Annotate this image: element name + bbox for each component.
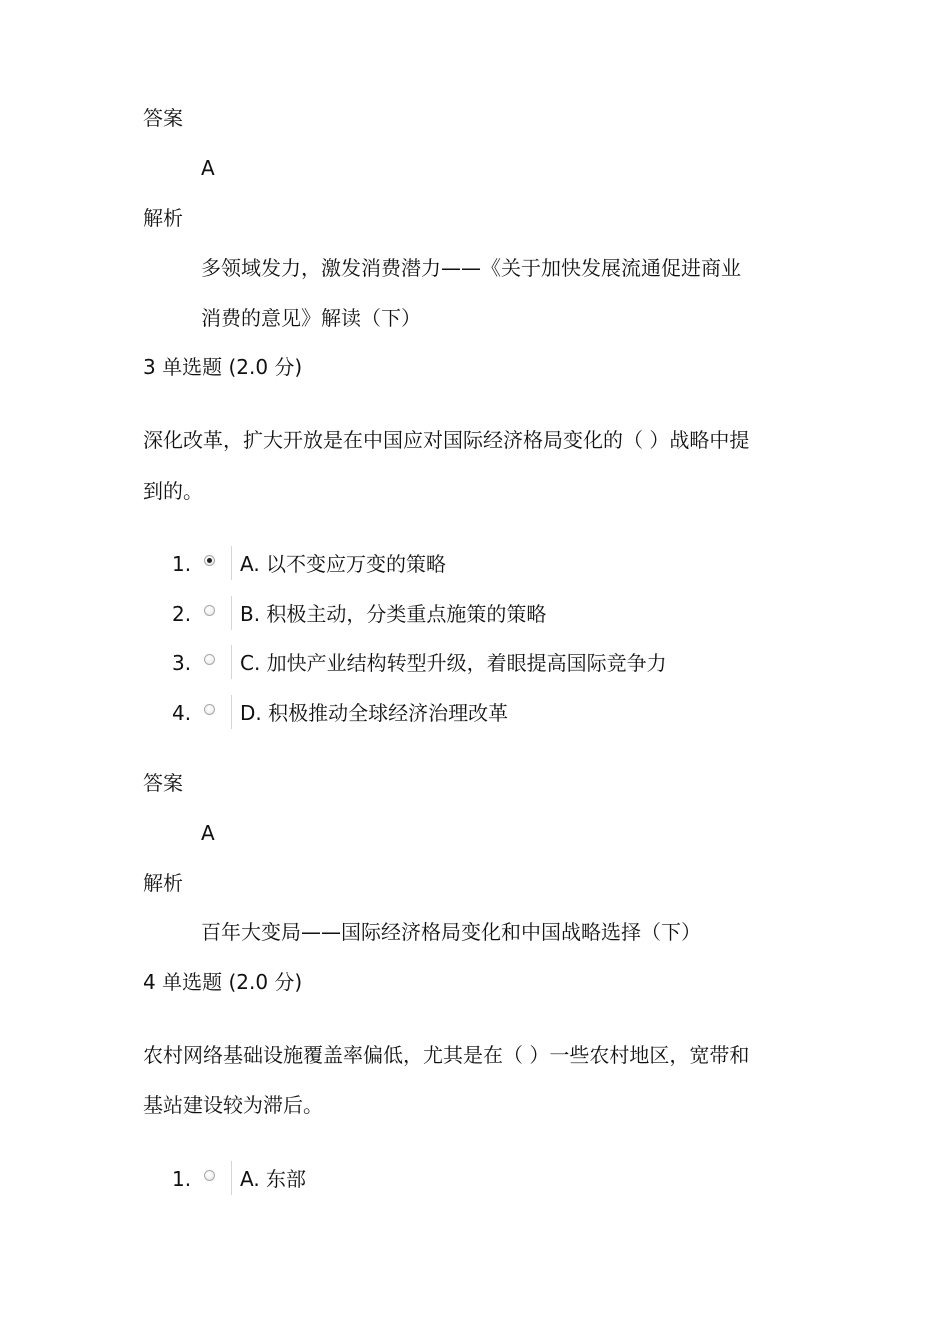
- radio-cell: [201, 695, 232, 729]
- question-header: 3 单选题 (2.0 分): [143, 355, 303, 379]
- radio-button[interactable]: [204, 1170, 215, 1181]
- question-stem: 到的。: [143, 479, 203, 503]
- radio-cell: [201, 546, 232, 580]
- analysis-text: 消费的意见》解读（下）: [201, 306, 421, 330]
- option-label: A. 东部: [240, 1167, 307, 1191]
- analysis-text: 百年大变局——国际经济格局变化和中国战略选择（下）: [201, 920, 701, 944]
- radio-button[interactable]: [204, 654, 215, 665]
- radio-button[interactable]: [204, 605, 215, 616]
- option-label: D. 积极推动全球经济治理改革: [240, 701, 509, 725]
- radio-button[interactable]: [204, 704, 215, 715]
- question-header: 4 单选题 (2.0 分): [143, 970, 303, 994]
- option-label: A. 以不变应万变的策略: [240, 552, 447, 576]
- option-number: 4.: [172, 701, 192, 725]
- question-stem: 深化改革，扩大开放是在中国应对国际经济格局变化的（ ）战略中提: [143, 428, 750, 452]
- answer-label: 答案: [143, 106, 183, 130]
- answer-label: 答案: [143, 771, 183, 795]
- radio-cell: [201, 1161, 232, 1195]
- answer-value: A: [201, 156, 215, 180]
- question-stem: 基站建设较为滞后。: [143, 1093, 323, 1117]
- analysis-text: 多领域发力，激发消费潜力——《关于加快发展流通促进商业: [201, 256, 741, 280]
- answer-value: A: [201, 821, 215, 845]
- option-number: 1.: [172, 1167, 192, 1191]
- option-number: 1.: [172, 552, 192, 576]
- radio-button-selected[interactable]: [204, 555, 215, 566]
- option-number: 3.: [172, 651, 192, 675]
- option-label: B. 积极主动，分类重点施策的策略: [240, 602, 547, 626]
- option-number: 2.: [172, 602, 192, 626]
- radio-dot-icon: [207, 558, 212, 563]
- option-label: C. 加快产业结构转型升级，着眼提高国际竞争力: [240, 651, 667, 675]
- question-stem: 农村网络基础设施覆盖率偏低，尤其是在（ ）一些农村地区，宽带和: [143, 1043, 750, 1067]
- analysis-label: 解析: [143, 206, 183, 230]
- radio-cell: [201, 596, 232, 630]
- analysis-label: 解析: [143, 871, 183, 895]
- radio-cell: [201, 645, 232, 679]
